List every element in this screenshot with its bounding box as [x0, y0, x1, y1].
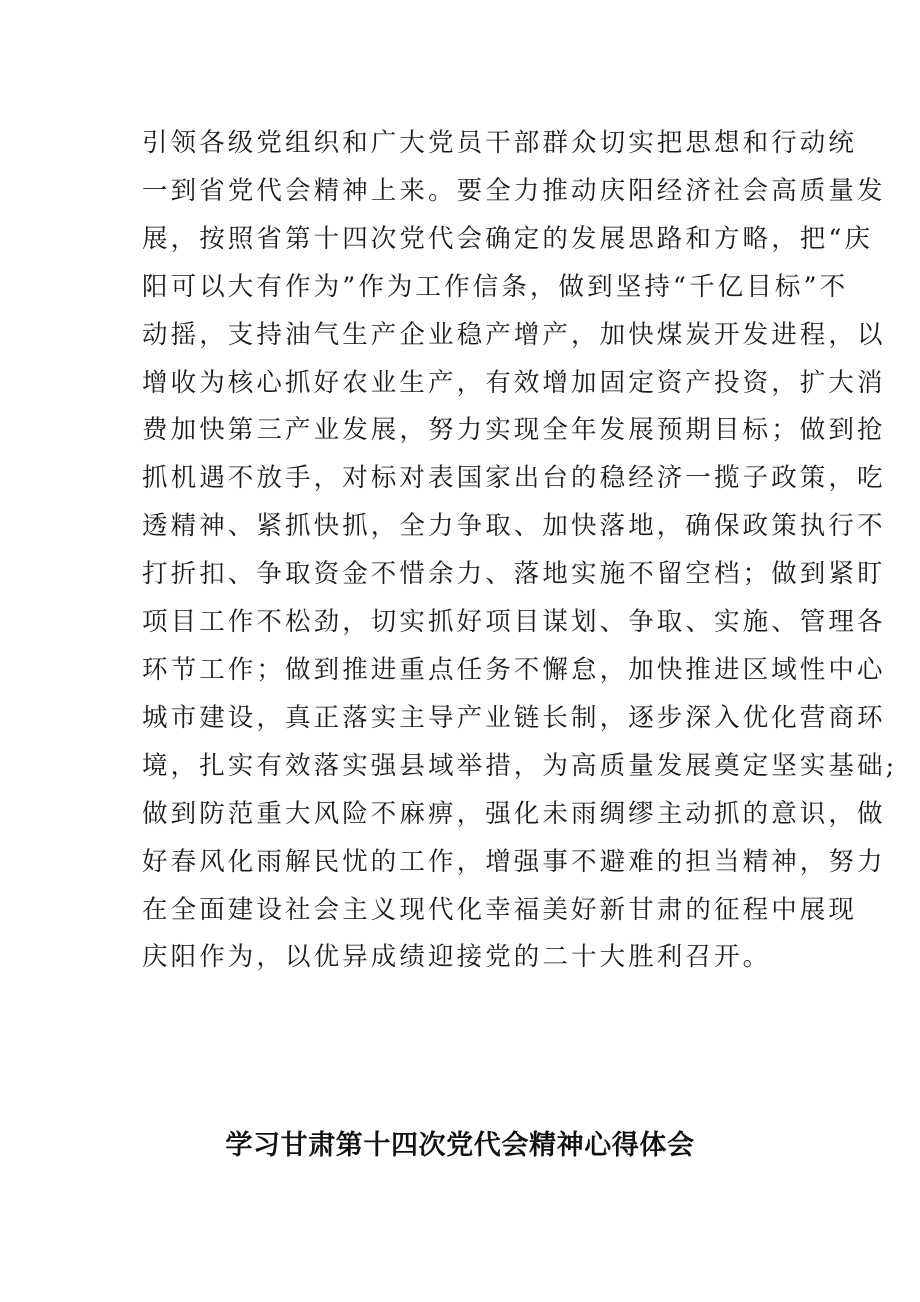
paragraph-line: 项目工作不松劲，切实抓好项目谋划、争取、实施、管理各: [142, 607, 886, 638]
paragraph-line: 引领各级党组织和广大党员干部群众切实把思想和行动统: [142, 128, 858, 158]
paragraph-line: 动摇，支持油气生产企业稳产增产，加快煤炭开发进程，以: [142, 319, 886, 350]
paragraph-line: 环节工作；做到推进重点任务不懈怠，加快推进区域性中心: [142, 654, 886, 685]
paragraph-line: 境，扎实有效落实强县域举措，为高质量发展奠定坚实基础;: [142, 750, 898, 781]
paragraph-line: 费加快第三产业发展，努力实现全年发展预期目标；做到抢: [142, 415, 886, 446]
body-paragraph: [142, 120, 898, 982]
section-heading: 学习甘肃第十四次党代会精神心得体会: [225, 1130, 695, 1161]
paragraph-line: 在全面建设社会主义现代化幸福美好新甘肃的征程中展现: [142, 894, 858, 925]
paragraph-line: 阳可以大有作为”作为工作信条，做到坚持“千亿目标”不: [142, 271, 849, 302]
paragraph-line: 一到省党代会精神上来。要全力推动庆阳经济社会高质量发: [142, 175, 886, 206]
paragraph-line: 展，按照省第十四次党代会确定的发展思路和方略，把“庆: [142, 223, 874, 254]
paragraph-line-last: 庆阳作为，以优异成绩迎接党的二十大胜利召开。: [142, 942, 772, 973]
paragraph-line: 城市建设，真正落实主导产业链长制，逐步深入优化营商环: [142, 702, 886, 733]
paragraph-line: 抓机遇不放手，对标对表国家出台的稳经济一揽子政策，吃: [142, 463, 886, 494]
paragraph-line: 增收为核心抓好农业生产，有效增加固定资产投资，扩大消: [142, 367, 886, 398]
paragraph-line: 打折扣、争取资金不惜余力、落地实施不留空档；做到紧盯: [142, 559, 886, 590]
paragraph-line: 做到防范重大风险不麻痹，强化未雨绸缪主动抓的意识，做: [142, 798, 886, 829]
paragraph-line: 好春风化雨解民忧的工作，增强事不避难的担当精神，努力: [142, 846, 886, 877]
paragraph-line: 透精神、紧抓快抓，全力争取、加快落地，确保政策执行不: [142, 511, 886, 542]
